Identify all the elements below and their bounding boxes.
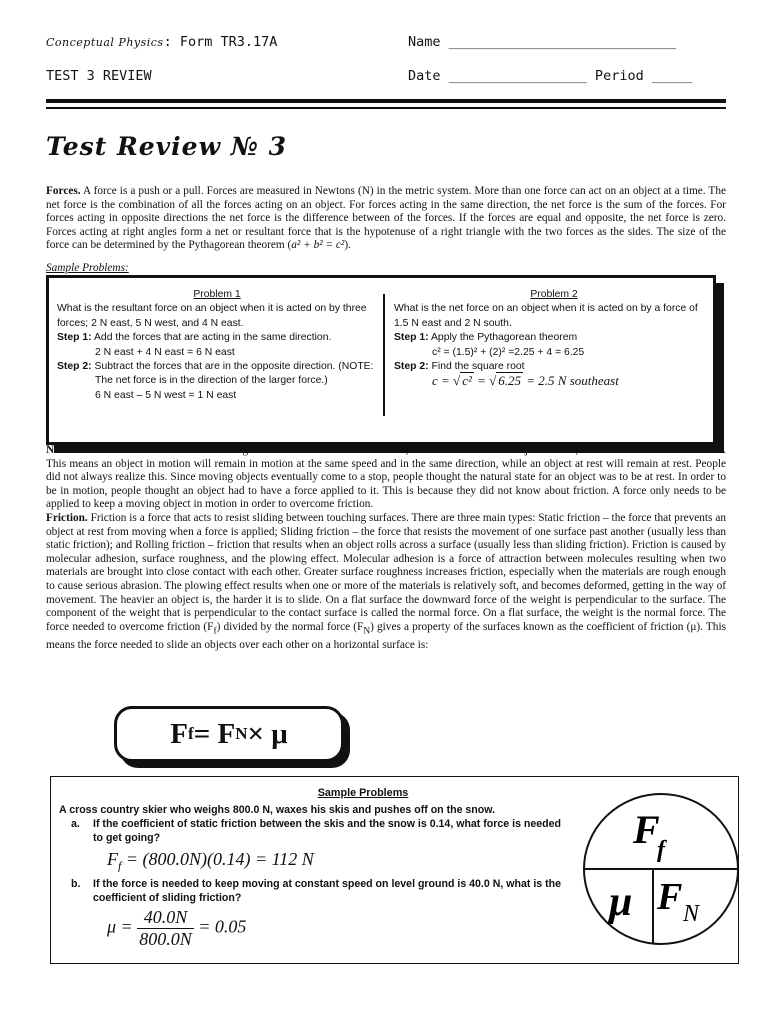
formula-eq: = F <box>193 717 236 750</box>
problem-1-step1-eq: 2 N east + 4 N east = 6 N east <box>95 346 235 358</box>
sqrt-625: 6.25 <box>498 373 522 389</box>
course-form <box>46 34 277 50</box>
problem-2-title: Problem 2 <box>530 289 578 300</box>
problem-2 <box>394 288 714 389</box>
step-label: Step 2: <box>394 361 429 373</box>
problem-1-step2 <box>57 360 377 374</box>
step-text: Add the forces that are acting in the same direction. <box>93 332 332 344</box>
friction-text-3: ) gives a property of the surfaces known as the coefficient of friction (μ). This means the force needed to slide an objects over each other on a horizontal surface is: <box>46 620 726 651</box>
eq-rhs: = 2.5 N southeast <box>523 373 619 389</box>
test-label: TEST 3 REVIEW <box>46 68 152 84</box>
forces-paragraph <box>46 185 726 253</box>
eq-mu-rhs: = 0.05 <box>193 916 247 937</box>
course-name: Conceptual Physics <box>46 36 164 49</box>
pythagorean-formula: a² + b² = c² <box>291 239 345 252</box>
problem-1-step2-note: The net force is in the direction of the larger force.) <box>95 375 328 387</box>
header-rule-thin <box>46 107 726 109</box>
sample-problems-title: Sample Problems <box>317 787 409 799</box>
friction-text-2: ) divided by the normal force (F <box>216 620 364 633</box>
friction-formula <box>114 706 350 768</box>
eq-mu: μ = <box>107 916 138 937</box>
circle-fn: F <box>657 876 683 918</box>
part-a-equation <box>107 849 314 874</box>
problem-2-step1 <box>394 331 714 345</box>
formula-n-sub: N <box>235 724 248 743</box>
friction-triangle-circle <box>581 791 741 947</box>
problem-1-question: What is the resultant force on an object when it is acted on by three forces; 2 N east, 5 N west, and 4 N east. <box>57 303 367 329</box>
friction-sample-problems <box>50 776 739 964</box>
part-b-equation <box>107 907 246 950</box>
step-text: Find the square root <box>431 361 525 373</box>
problem-2-sqrt-eq: c = √ c² = √ 6.25 = 2.5 N southeast <box>432 373 619 389</box>
form-code: : Form TR3.17A <box>163 34 278 50</box>
sample-intro: A cross country skier who weighs 800.0 N, waxes his skis and pushes off on the snow. <box>59 804 496 816</box>
name-field[interactable]: Name ____________________________ <box>408 34 677 50</box>
eq-lhs: c = <box>432 373 454 389</box>
problem-2-step1-eq: c² = (1.5)² + (2)² =2.25 + 4 = 6.25 <box>432 346 585 358</box>
date-period-field[interactable]: Date _________________ Period _____ <box>408 68 693 84</box>
circle-fn-sub: N <box>683 901 700 927</box>
newton-heading: Newton’s First Law of Motion. <box>46 444 198 456</box>
eq-ff-rhs: = (800.0N)(0.14) = 112 N <box>121 849 314 869</box>
part-a-question: If the coefficient of static friction between the skis and the snow is 0.14, what force is needed to get going? <box>93 818 561 844</box>
problem-1 <box>57 288 377 403</box>
problem-2-question: What is the net force on an object when it is acted on by a force of 1.5 N east and 2 N south. <box>394 303 698 329</box>
sqrt-c2: c² <box>462 373 472 389</box>
eq-fraction <box>137 907 194 950</box>
part-b-label: b. <box>71 878 81 890</box>
formula-f: F <box>170 717 189 750</box>
problems-box-inner <box>46 275 716 445</box>
circle-ff: F <box>633 807 660 852</box>
part-b-question: If the force is needed to keep moving at constant speed on level ground is 40.0 N, what is the coefficient of sliding friction? <box>93 878 561 904</box>
problems-divider <box>383 294 385 416</box>
friction-sub-n: N <box>363 625 371 636</box>
friction-sub-f: f <box>213 625 217 636</box>
newton-text: According to Newton’s First Law of Motion, if the net force on an object is zero, it maintains its state of motion. This means an object in motion will remain in motion at the same speed and in the same direction, while an object at rest will remain at rest. People did not always realize this. Since moving objects eventually come to a stop, people thought the natural state for an object was to be at rest. In order to be in motion, people thought an object had to have a force applied to it. This is because they did not know about friction. A force only needs to be applied to keep a moving object in motion in order to overcome friction. <box>46 444 726 511</box>
formula-rest: × μ <box>247 717 288 750</box>
circle-mu: μ <box>609 879 633 925</box>
page-title: Test Review № 3 <box>46 132 288 161</box>
friction-text: Friction is a force that acts to resist sliding between touching surfaces. There are three main types: Static friction – the force that prevents an object at rest from moving when a force is applied; Sliding friction – the force that resists the movement of one surface past another (usually less than static friction); and Rolling friction – friction that results when an object rolls across a surface (usually less than sliding friction). Friction is caused by molecular adhesion, surface roughness, and the plowing effect. Molecular adhesion is a force of attraction between molecules resulting when two materials are brought into close contact with each other. Greater surface roughness increases friction, especially when the materials are rough enough to cause serious abrasion. The plowing effect results when one or more of the materials is relatively soft, and becomes deformed, getting in the way of movement. The heavier an object is, the harder it is to slide. On a flat surface the downward force of the weight is perpendicular to the surface. The component of the weight that is perpendicular to the contact surface is called the normal force. On a flat surface, the weight is the normal force. The force needed to overcome friction (F <box>46 511 726 633</box>
forces-close: ). <box>344 239 351 252</box>
formula-box <box>114 706 344 762</box>
step-label: Step 1: <box>57 332 92 344</box>
fraction-numerator: 40.0N <box>137 907 194 929</box>
problem-1-step1 <box>57 331 377 345</box>
step-text: Subtract the forces that are in the opposite direction. (NOTE: <box>94 361 374 373</box>
step-text: Apply the Pythagorean theorem <box>430 332 578 344</box>
fraction-denominator: 800.0N <box>139 929 192 949</box>
forces-heading: Forces. <box>46 185 81 197</box>
step-label: Step 2: <box>57 361 92 373</box>
problems-box <box>46 275 716 445</box>
friction-heading: Friction. <box>46 511 88 524</box>
part-a-label: a. <box>71 818 80 830</box>
eq-mid: = <box>473 373 490 389</box>
newton-friction-text <box>46 444 726 652</box>
eq-ff-sub: f <box>118 858 122 873</box>
eq-ff: F <box>107 849 118 869</box>
sample-problems-label: Sample Problems: <box>46 262 129 274</box>
problem-1-step2-eq: 6 N east – 5 N west = 1 N east <box>95 389 237 401</box>
circle-ff-sub: f <box>657 837 665 863</box>
problem-1-title: Problem 1 <box>193 289 241 300</box>
formula-f-sub: f <box>188 724 194 743</box>
step-label: Step 1: <box>394 332 429 344</box>
header-rule-thick <box>46 99 726 103</box>
forces-text: A force is a push or a pull. Forces are measured in Newtons (N) in the metric system. More than one force can act on an object at a time. The net force is the combination of all the forces acting on an object. For forces acting in the same direction, the net force is the sum of the forces. For forces acting in opposite directions the net force is the difference between of the forces. If the forces are equal and opposite, the net force is zero. Forces acting at right angles form a net or resultant force that is the hypotenuse of a right triangle with the two forces as the sides. The size of the force can be determined by the Pythagorean theorem ( <box>46 185 726 252</box>
